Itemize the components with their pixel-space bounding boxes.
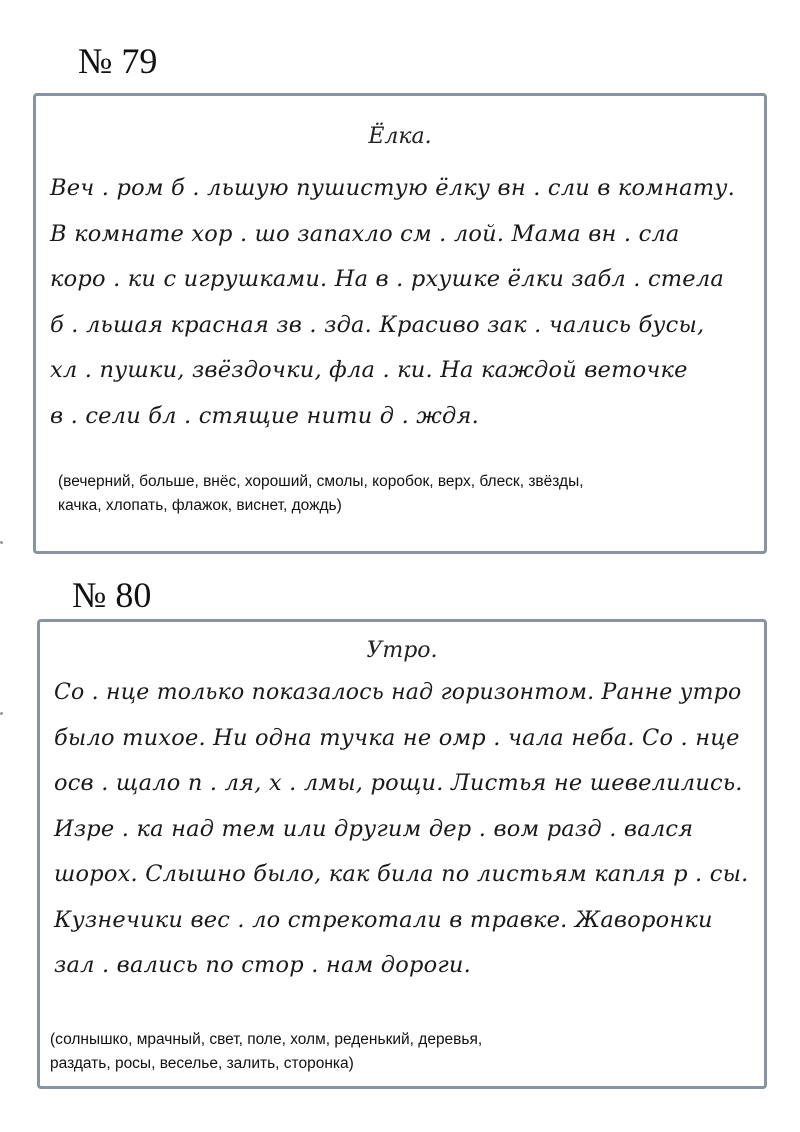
hint-line: (солнышко, мрачный, свет, поле, холм, реденький, деревья, xyxy=(50,1031,483,1048)
text-line: шорох. Слышно было, как била по листьям капля р . сы. xyxy=(54,861,749,887)
exercise-80-card xyxy=(37,619,767,1089)
scan-mark xyxy=(0,541,3,544)
text-line: б . льшая красная зв . зда. Красиво зак . чались бусы, xyxy=(50,311,705,338)
exercise-79-hint xyxy=(58,470,744,518)
exercise-80-hint xyxy=(50,1028,744,1076)
text-line: зал . вались по стор . нам дороги. xyxy=(54,952,471,978)
hint-line: (вечерний, больше, внёс, хороший, смолы, коробок, верх, блеск, звёзды, xyxy=(58,473,584,490)
exercise-79-number: № 79 xyxy=(78,41,158,81)
text-line: Кузнечики вес . ло стрекотали в травке. Жаворонки xyxy=(54,906,713,933)
exercise-79-title: Ёлка. xyxy=(368,124,432,149)
hint-line: качка, хлопать, флажок, виснет, дождь) xyxy=(58,497,342,514)
exercise-80-text xyxy=(54,670,754,989)
hint-line: раздать, росы, веселье, залить, сторонка) xyxy=(50,1055,354,1072)
text-line: коро . ки с игрушками. На в . рхушке ёлки забл . стела xyxy=(50,266,724,292)
text-line: осв . щало п . ля, х . лмы, рощи. Листья не шевелились. xyxy=(54,770,743,796)
exercise-80-title: Утро. xyxy=(366,638,438,663)
text-line: в . сели бл . стящие нити д . ждя. xyxy=(50,402,479,429)
text-line: В комнате хор . шо запахло см . лой. Мама вн . сла xyxy=(50,220,680,247)
scan-mark xyxy=(0,712,3,715)
exercise-79-card xyxy=(33,93,767,554)
text-line: хл . пушки, звёздочки, фла . ки. На каждой веточке xyxy=(50,357,688,383)
text-line: Изре . ка над тем или другим дер . вом разд . вался xyxy=(54,815,694,842)
text-line: Веч . ром б . льшую пушистую ёлку вн . сли в комнату. xyxy=(50,175,735,201)
text-line: Со . нце только показалось над горизонтом. Ранне утро xyxy=(54,680,742,705)
text-line: было тихое. Ни одна тучка не омр . чала неба. Со . нце xyxy=(54,724,740,751)
exercise-80-number: № 80 xyxy=(72,575,152,615)
exercise-79-text xyxy=(50,166,754,439)
